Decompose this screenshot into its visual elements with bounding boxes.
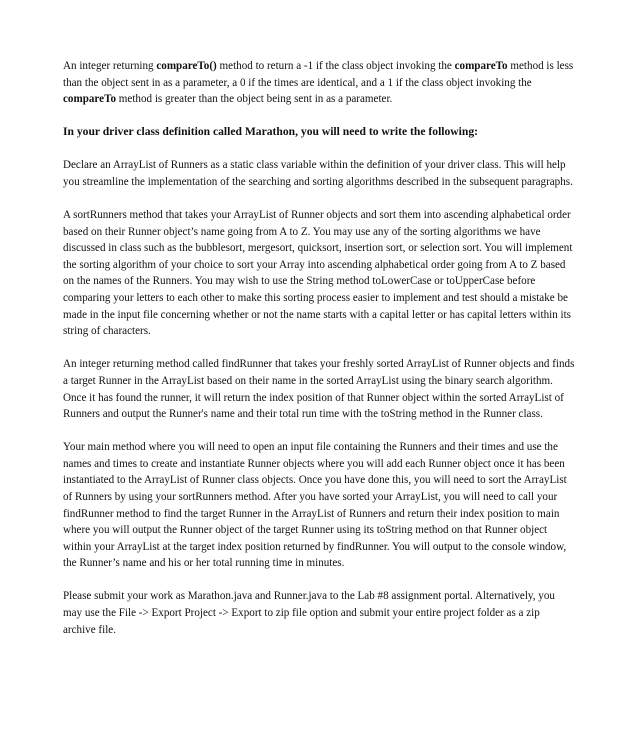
arraylist-paragraph: Declare an ArrayList of Runners as a static class variable within the definition of your driver class. This will help you streamline the implementation of the searching and sorting algorithms described in the subsequent paragraphs. [63, 159, 573, 188]
submission-paragraph: Please submit your work as Marathon.java and Runner.java to the Lab #8 assignment portal. Alternatively, you may use the File -> Export Project -> Export to zip file option and submit your entire project folder as a zip archive file. [63, 590, 555, 636]
compareto-bold-term: compareTo [63, 93, 117, 106]
sortrunners-paragraph: A sortRunners method that takes your ArrayList of Runner objects and sort them into ascending alphabetical order based on their Runner object’s name going from A to Z. You may use any of the sorting algorithms we have discussed in class such as the bubblesort, mergesort, quicksort, insertion sort, or selection sort. You will implement the sorting algorithm of your choice to sort your Array into ascending alphabetical order going from A to Z based on the names of the Runners. You may wish to use the String method toLowerCase or toUpperCase before comparing your letters to each other to make this sorting process easier to implement and test should a mistake be made in the input file concerning whether or not the name starts with a capital letter or has capital letters within its string of characters. [63, 209, 573, 338]
paragraph-text: method to return a -1 if the class object invoking the [216, 60, 455, 72]
paragraph-text: method is greater than the object being sent in as a parameter. [116, 93, 393, 106]
main-method-paragraph: Your main method where you will need to open an input file containing the Runners and their times and use the names and times to create and instantiate Runner objects where you will add each Runner object once it has been instantiated to the ArrayList of Runner class objects. Once you have done this, you will need to sort the ArrayList of Runners by using your sortRunners method. After you have sorted your ArrayList, you will need to call your findRunner method to find the target Runner in the ArrayList of Runners and return their index position to main where you will output the Runner object of the target Runner using its toString method on that Runner object within your ArrayList at the target index position returned by findRunner. You will output to the console window, the Runner’s name and his or her total running time in minutes. [63, 441, 567, 570]
compareto-paragraph [63, 58, 575, 108]
compareto-bold-term: compareTo() [156, 60, 217, 72]
compareto-bold-term: compareTo [454, 60, 508, 72]
paragraph-text: method is less than the object sent in as a parameter, a 0 if the times are identical, and a 1 if the class object invoking the [63, 60, 574, 89]
section-heading: In your driver class definition called Marathon, you will need to write the following: [63, 125, 479, 139]
paragraph-text: An integer returning [63, 60, 157, 72]
document-page [63, 58, 575, 655]
findrunner-paragraph: An integer returning method called findRunner that takes your freshly sorted ArrayList of Runner objects and finds a target Runner in the ArrayList based on their name in the sorted ArrayList using the binary search algorithm. Once it has found the runner, it will return the index position of that Runner object within the sorted ArrayList of Runners and output the Runner's name and their total run time with the toString method in the Runner class. [63, 358, 575, 421]
